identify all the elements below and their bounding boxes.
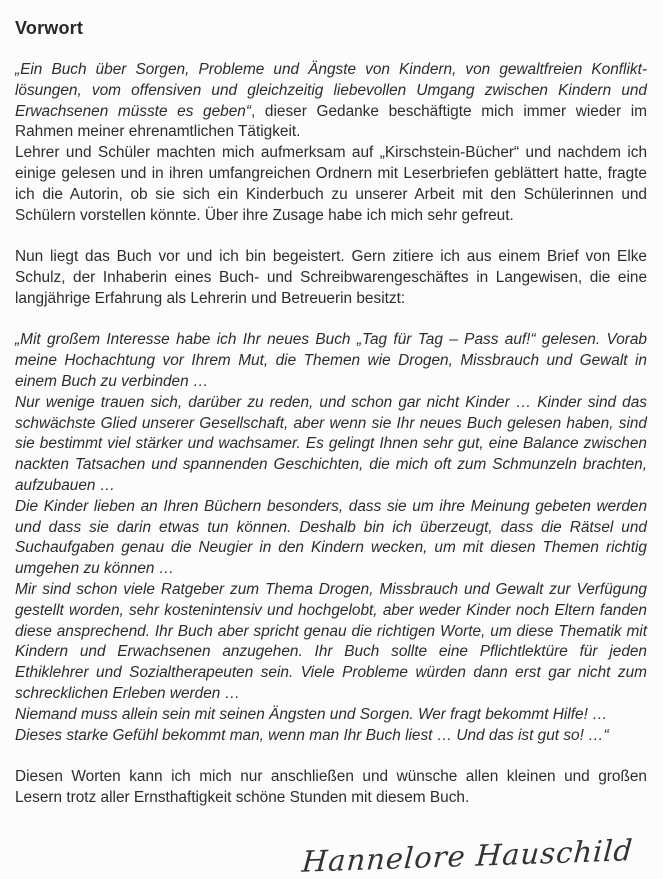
quoted-text: Niemand muss allein sein mit seinen Ängsten und Sorgen. Wer fragt bekommt Hilfe! … — [15, 705, 608, 723]
paragraph — [15, 247, 647, 309]
paragraph — [15, 705, 647, 726]
body-text: , dieser Gedanke beschäftigte mich immer wieder im Rahmen meiner ehrenamtlichen Tätigkeit. — [15, 102, 647, 141]
page-title: Vorwort — [15, 18, 84, 38]
body-text: Lehrer und Schüler machten mich aufmerksam auf „Kirschstein-Bücher“ und nachdem ich einige gelesen und in ihren umfangreichen Ordnern mit Leserbriefen geblättert hatte, fragte ich die Autorin, ob sie sich ein Kinderbuch zu unserer Arbeit mit den Schülerinnen und Schülern vorstellen könnte. Über ihre Zusage habe ich mich sehr gefreut. — [15, 144, 647, 224]
quoted-text: Dieses starke Gefühl bekommt man, wenn man Ihr Buch liest … Und das ist gut so! …“ — [15, 726, 609, 744]
body-text: Nun liegt das Buch vor und ich bin begeistert. Gern zitiere ich aus einem Brief von Elke Schulz, der Inhaberin eines Buch- und Schreibwarengeschäftes in Langewisen, die eine langjährige Erfahrung als Lehrerin und Betreuerin besitzt: — [15, 248, 647, 307]
paragraph — [15, 726, 647, 747]
paragraph — [15, 330, 647, 392]
paragraph — [15, 497, 647, 580]
quoted-text: Nur wenige trauen sich, darüber zu reden, und schon gar nicht Kinder … Kinder sind das schwächste Glied unserer Gesellschaft, aber wenn sie Ihr neues Buch gelesen haben, sind sie bestimmt viel stärker und wachsamer. Es gelingt Ihnen sehr gut, eine Balance zwischen nackten Tatsachen und spannenden Geschichten, die mich oft zum Schmunzeln brachten, aufzubauen … — [15, 393, 647, 494]
handwritten-signature: Hannelore Hauschild — [300, 832, 635, 879]
paragraph — [15, 580, 647, 705]
quoted-text: Mir sind schon viele Ratgeber zum Thema Drogen, Missbrauch und Gewalt zur Verfügung gestellt worden, sehr kostenintensiv und hochgelobt, aber weder Kinder noch Eltern fanden diese ansprechend. Ihr Buch aber spricht genau die richtigen Worte, um diese Thematik mit Kindern und Erwachsenen anzugehen. Ihr Buch sollte eine Pflichtlektüre für jeden Ethiklehrer und Sozialtherapeuten sein. Viele Probleme würden dann erst gar nicht zum schrecklichen Erleben werden … — [15, 580, 647, 702]
paragraph — [15, 767, 647, 809]
signature-block — [15, 832, 647, 879]
quoted-text: „Mit großem Interesse habe ich Ihr neues Buch „Tag für Tag – Pass auf!“ gelesen. Vorab meine Hochachtung vor Ihrem Mut, die Themen wie Drogen, Missbrauch und Gewalt in einem Buch zu verbinden … — [15, 331, 647, 390]
quoted-text: „Ein Buch über Sorgen, Probleme und Ängste von Kindern, von gewaltfreien Konfliktlösungen, vom offensiven und gleichzeitig liebevollen Umgang zwischen Kindern und Erwachsenen müsste es geben“ — [15, 61, 647, 120]
paragraph — [15, 143, 647, 226]
paragraph — [15, 393, 647, 497]
paragraph-list — [15, 60, 647, 809]
paragraph — [15, 60, 647, 143]
quoted-text: Die Kinder lieben an Ihren Büchern besonders, dass sie um ihre Meinung gebeten werden und dass sie darin etwas tun können. Deshalb bin ich überzeugt, dass die Rätsel und Suchaufgaben genau die Neugier in den Kindern wecken, um mit diesen Themen richtig umgehen zu können … — [15, 497, 647, 578]
body-text: Diesen Worten kann ich mich nur anschließen und wünsche allen kleinen und großen Lesern trotz aller Ernsthaftigkeit schöne Stunden mit diesem Buch. — [15, 768, 647, 806]
